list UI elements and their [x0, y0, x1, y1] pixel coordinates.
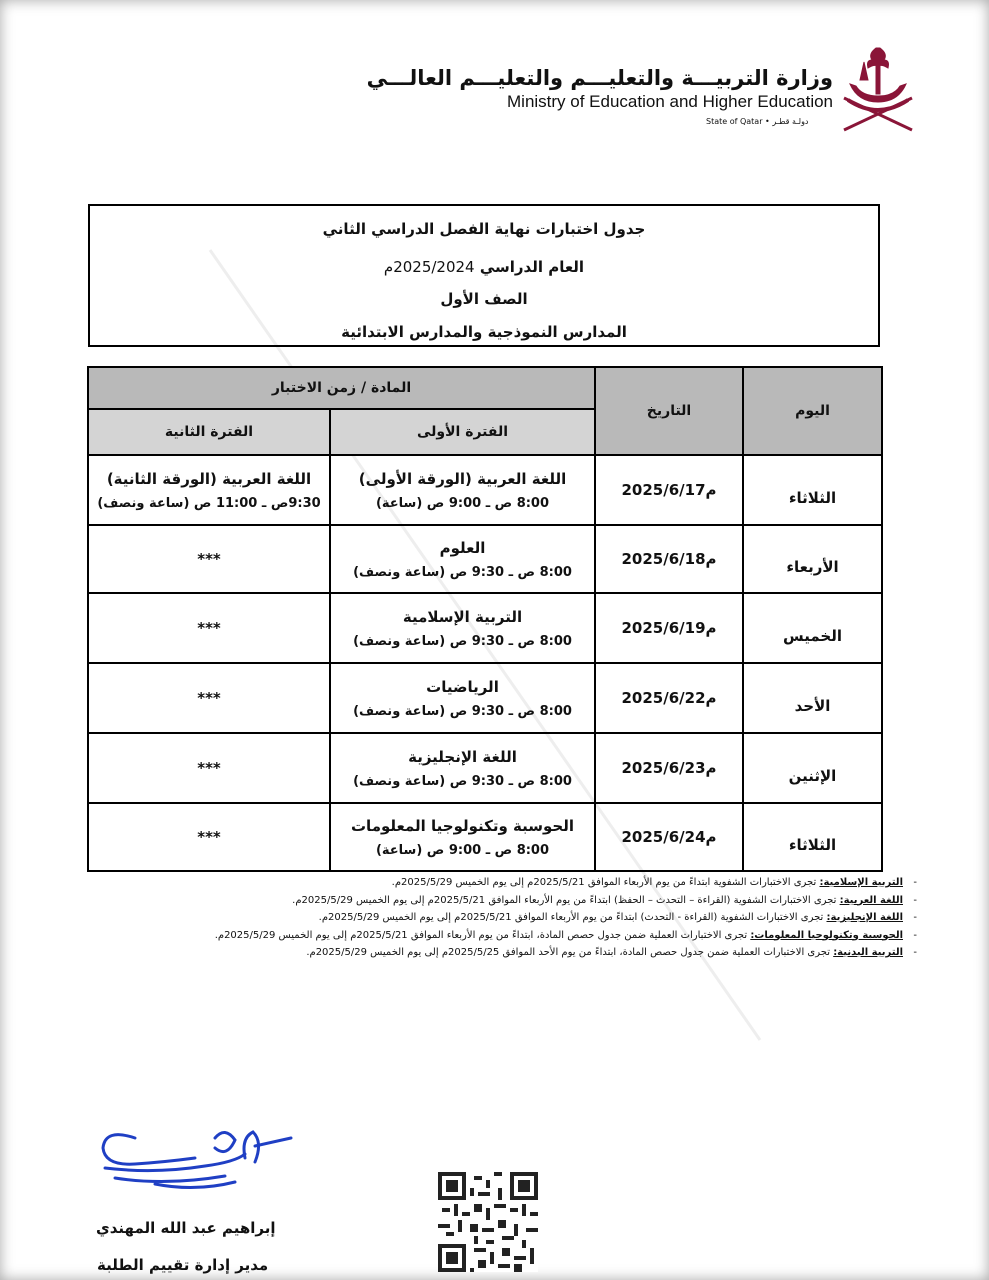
notes-list — [103, 874, 903, 962]
header-date: التاريخ — [595, 367, 743, 455]
qr-code — [438, 1172, 538, 1272]
row-day: الأربعاء — [743, 525, 882, 593]
table-row — [88, 455, 882, 525]
period-1-time: 8:00 ص ـ 9:30 ص (ساعة ونصف) — [353, 564, 572, 580]
row-date: 2025/6/24م — [595, 803, 743, 871]
period-2-empty: *** — [88, 525, 330, 593]
period-1-time: 8:00 ص ـ 9:30 ص (ساعة ونصف) — [353, 773, 572, 789]
row-date: 2025/6/22م — [595, 663, 743, 733]
table-row — [88, 803, 882, 871]
header-day: اليوم — [743, 367, 882, 455]
schedule-title: جدول اختبارات نهاية الفصل الدراسي الثاني — [322, 220, 646, 238]
period-2-empty: *** — [88, 663, 330, 733]
period-1-cell — [330, 455, 595, 525]
period-1-subject: التربية الإسلامية — [402, 607, 523, 626]
school-types: المدارس النموذجية والمدارس الابتدائية — [341, 323, 627, 341]
note-text: تجرى الاختبارات الشفوية ابتداءً من يوم الأربعاء الموافق 2025/5/21م إلى يوم الخميس 2025/5/29م. — [391, 877, 820, 888]
row-day: الأحد — [743, 663, 882, 733]
title-box — [88, 204, 880, 347]
note-text: تجرى الاختبارات الشفوية (القراءة – التحدث – الحفظ) ابتداءً من يوم الأربعاء الموافق 2025/5/21م إلى يوم الخميس 2025/5/29م. — [292, 894, 840, 906]
row-date: 2025/6/19م — [595, 593, 743, 663]
header-subject-time: المادة / زمن الاختبار — [88, 367, 595, 409]
period-2-empty: *** — [88, 733, 330, 803]
row-day: الإثنين — [743, 733, 882, 803]
note-text: تجرى الاختبارات الشفوية (القراءة - التحدث) ابتداءً من يوم الأربعاء الموافق 2025/5/21م إلى يوم الخميس 2025/5/29م. — [318, 912, 827, 923]
note-item — [103, 874, 903, 892]
academic-year-value: 2025/2024م — [383, 258, 475, 276]
signatory-name: إبراهيم عبد الله المهندي — [96, 1219, 276, 1237]
period-1-cell — [330, 593, 595, 663]
handwritten-signature — [95, 1118, 295, 1198]
note-item — [103, 944, 903, 962]
qatar-emblem-logo — [838, 40, 918, 135]
row-date: 2025/6/23م — [595, 733, 743, 803]
note-label: التربية البدنية: — [833, 947, 903, 958]
row-date: 2025/6/18م — [595, 525, 743, 593]
table-row — [88, 663, 882, 733]
note-item — [103, 892, 903, 910]
exam-schedule-table — [87, 366, 883, 872]
note-item — [103, 909, 903, 927]
period-1-subject: العلوم — [439, 538, 486, 557]
period-1-subject: اللغة الإنجليزية — [408, 747, 517, 766]
note-label: اللغة العربية: — [839, 894, 903, 906]
row-day: الخميس — [743, 593, 882, 663]
period-1-time: 8:00 ص ـ 9:30 ص (ساعة ونصف) — [353, 633, 572, 649]
period-1-cell — [330, 733, 595, 803]
period-1-cell — [330, 663, 595, 733]
ministry-name-english: Ministry of Education and Higher Education — [507, 92, 834, 111]
period-1-cell — [330, 803, 595, 871]
table-header-row — [88, 367, 882, 409]
note-text: تجرى الاختبارات العملية ضمن جدول حصص المادة، ابتداءً من يوم الأحد الموافق 2025/5/25م إلى يوم الخميس 2025/5/29م. — [306, 947, 834, 958]
header-period-1: الفترة الأولى — [330, 409, 595, 455]
period-2-cell — [88, 455, 330, 525]
table-row — [88, 733, 882, 803]
period-1-subject: الحوسبة وتكنولوجيا المعلومات — [350, 816, 575, 835]
grade-level: الصف الأول — [440, 290, 528, 308]
row-day: الثلاثاء — [743, 455, 882, 525]
state-of-qatar: State of Qatar • دولـة قطـر — [706, 117, 809, 126]
table-row — [88, 525, 882, 593]
period-2-empty: *** — [88, 593, 330, 663]
period-2-empty: *** — [88, 803, 330, 871]
period-1-subject: الرياضيات — [426, 677, 499, 696]
table-row — [88, 593, 882, 663]
row-day: الثلاثاء — [743, 803, 882, 871]
note-label: الحوسبة وتكنولوجيا المعلومات: — [750, 929, 903, 941]
period-1-cell — [330, 525, 595, 593]
note-text: تجرى الاختبارات العملية ضمن جدول حصص المادة، ابتداءً من يوم الأربعاء الموافق 2025/5/21م إلى يوم الخميس 2025/5/29م. — [214, 929, 751, 941]
academic-year — [90, 258, 878, 276]
signatory-title: مدير إدارة تقييم الطلبة — [97, 1256, 269, 1274]
row-date: 2025/6/17م — [595, 455, 743, 525]
period-1-time: 8:00 ص ـ 9:00 ص (ساعة) — [375, 495, 550, 511]
academic-year-label: العام الدراسي — [479, 258, 585, 276]
period-2-time: 9:30ص ـ 11:00 ص (ساعة ونصف) — [97, 495, 321, 511]
period-1-time: 8:00 ص ـ 9:30 ص (ساعة ونصف) — [353, 703, 572, 719]
note-label: التربية الإسلامية: — [819, 877, 903, 888]
note-label: اللغة الإنجليزية: — [826, 912, 903, 923]
period-1-subject: اللغة العربية (الورقة الأولى) — [358, 469, 567, 488]
period-2-subject: اللغة العربية (الورقة الثانية) — [106, 469, 312, 488]
header-period-2: الفترة الثانية — [88, 409, 330, 455]
note-item — [103, 927, 903, 945]
ministry-name-arabic: وزارة التربيـــة والتعليـــم والتعليـــم العالـــي — [366, 66, 833, 90]
period-1-time: 8:00 ص ـ 9:00 ص (ساعة) — [375, 842, 550, 858]
